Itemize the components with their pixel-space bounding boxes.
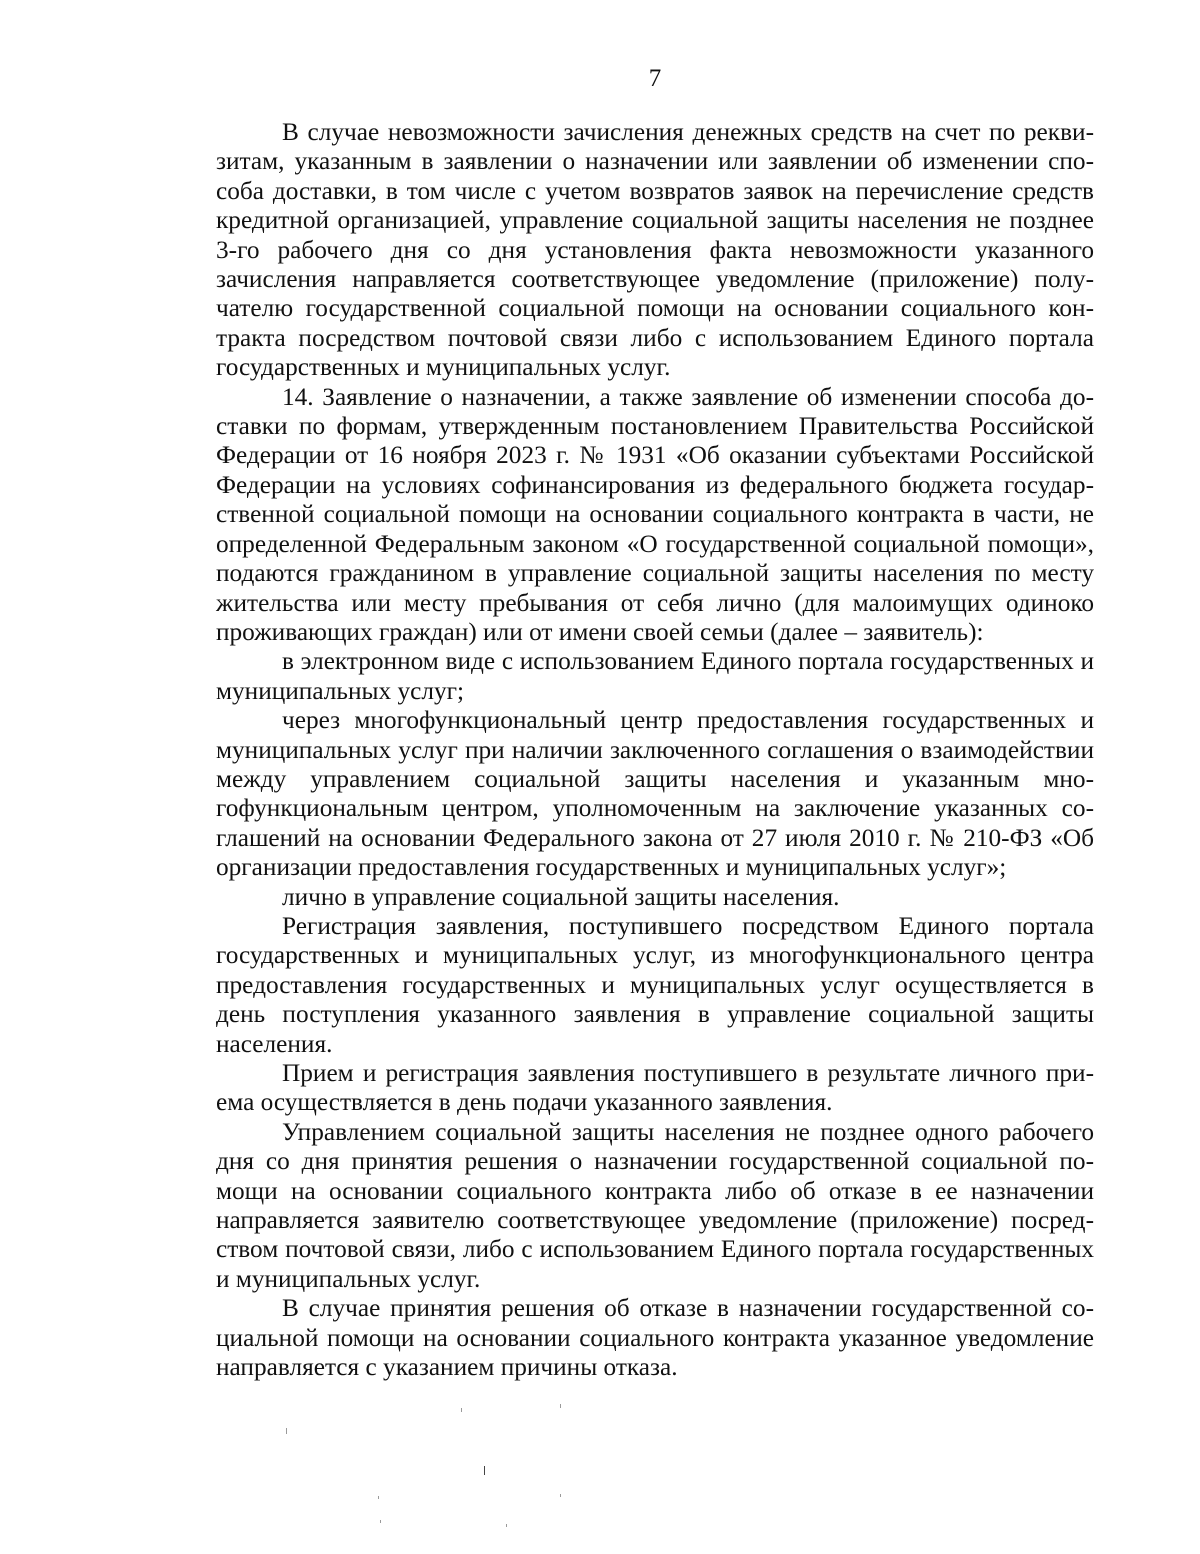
scan-speck [484,1466,485,1475]
paragraph-electronic-submission: в электронном виде с использованием Единого портала государственных и муниципальных услуг; [216,647,1094,705]
paragraph-refusal-reason: В случае принятия решения об отказе в назначении государственной социальной помощи на основании социального контракта указанное уведомление направляется с указанием причины отказа. [216,1294,1094,1382]
scan-speck [560,1404,561,1408]
scan-speck [378,1496,379,1499]
paragraph-personal-submission: лично в управление социальной защиты населения. [282,882,840,911]
scan-speck [380,1520,381,1523]
paragraph-item-14-application-submission: 14. Заявление о назначении, а также заявление об изменении способа доставки по формам, утвержденным постановлением Правительства Российской Федерации от 16 ноября 2023 г. № 1931 «Об оказании субъектами Российской Федерации на условиях софинансирования из федерального бюджета государственной социальной помощи на основании социального контракта в части, не определенной Федеральным законом «О государственной социальной помощи», подаются гражданином в управление социальной защиты населения по месту жительства или месту пребывания от себя лично (для малоимущих одиноко проживающих граждан) или от имени своей семьи (далее – заявитель): [216,382,1094,646]
scan-speck [506,1524,507,1527]
paragraph-registration: Регистрация заявления, поступившего посредством Единого портала государственных и муниципальных услуг, из многофункционального центра предоставления государственных и муниципальных услуг осуществляется в день поступления указанного заявления в управление социальной защиты населения. [216,911,1094,1058]
paragraph-personal-reception: Прием и регистрация заявления поступившего в результате личного приема осуществляется в день подачи указанного заявления. [216,1059,1094,1117]
scan-speck [286,1428,287,1434]
page-number: 7 [648,65,662,92]
paragraph-mfc-submission: через многофункциональный центр предоставления государственных и муниципальных услуг при наличии заключенного соглашения о взаимодействии между управлением социальной защиты населения и указанным многофункциональным центром, уполномоченным на заключение указанных соглашений на основании Федерального закона от 27 июля 2010 г. № 210-ФЗ «Об организации предоставления государственных и муниципальных услуг»; [216,706,1094,882]
document-body [216,118,1094,1382]
paragraph-decision-notification: Управлением социальной защиты населения не позднее одного рабочего дня со дня принятия решения о назначении государственной социальной помощи на основании социального контракта либо об отказе в ее назначении направляется заявителю соответствующее уведомление (приложение) посредством почтовой связи, либо с использованием Единого портала государственных и муниципальных услуг. [216,1117,1094,1293]
paragraph-account-crediting-impossible: В случае невозможности зачисления денежных средств на счет по реквизитам, указанным в заявлении о назначении или заявлении об изменении способа доставки, в том числе с учетом возвратов заявок на перечисление средств кредитной организацией, управление социальной защиты населения не позднее 3-го рабочего дня со дня установления факта невозможности указанного зачисления направляется соответствующее уведомление (приложение) получателю государственной социальной помощи на основании социального контракта посредством почтовой связи либо с использованием Единого портала государственных и муниципальных услуг. [216,118,1094,382]
scan-speck [560,1494,561,1497]
scan-speck [461,1408,462,1412]
